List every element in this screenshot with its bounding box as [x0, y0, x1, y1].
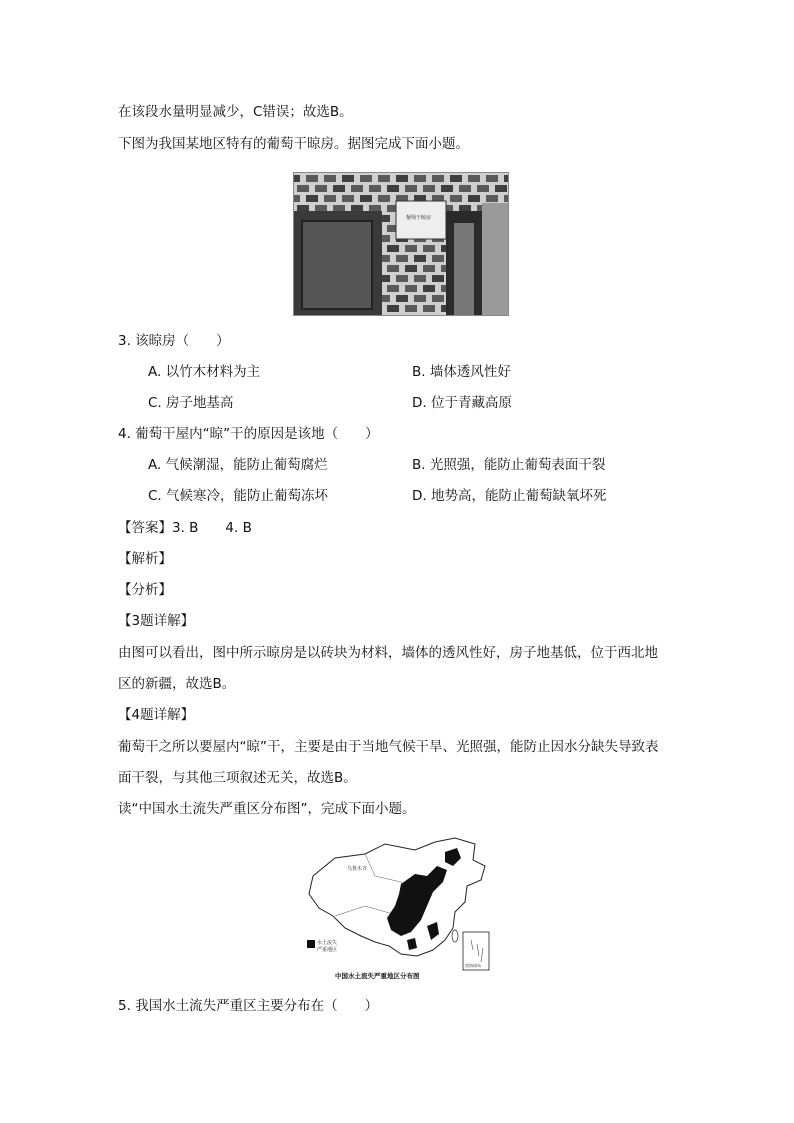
fenxi-heading: 【分析】	[118, 582, 172, 598]
detail-4-heading: 【4题详解】	[118, 707, 195, 723]
detail-4-text-1: 葡萄干之所以要屋内“晾”干，主要是由于当地气候干旱、光照强，能防止因水分缺失导致表	[118, 739, 659, 755]
analysis-heading: 【解析】	[118, 551, 172, 567]
detail-4-text-2: 面干裂，与其他三项叙述无关，故选B。	[118, 770, 357, 786]
brick	[414, 275, 426, 282]
brick	[432, 255, 444, 262]
island	[452, 930, 458, 942]
map-caption: 中国水土流失严重地区分布图	[335, 972, 420, 980]
brick	[294, 175, 300, 182]
q3-option-a[interactable]: A. 以竹木材料为主	[148, 364, 261, 380]
brick	[387, 185, 399, 192]
sign-label: 葡萄干晾房	[406, 215, 432, 221]
brick	[468, 195, 480, 202]
erosion-region	[387, 866, 447, 936]
brick	[504, 195, 508, 202]
q4-option-b[interactable]: B. 光照强，能防止葡萄表面干裂	[412, 457, 606, 473]
question-5: 5. 我国水土流失严重区主要分布在（ ）	[118, 998, 379, 1014]
question-3: 3. 该晾房（ ）	[118, 333, 230, 349]
brick	[486, 195, 498, 202]
legend-swatch	[307, 940, 315, 948]
q4-option-d[interactable]: D. 地势高，能防止葡萄缺氧坏死	[412, 488, 607, 504]
legend-text-1: 水土流失	[317, 940, 338, 946]
q3-option-c[interactable]: C. 房子地基高	[148, 395, 234, 411]
brick	[387, 245, 399, 252]
brick	[306, 195, 318, 202]
brick	[414, 175, 426, 182]
erosion-region	[427, 922, 439, 940]
read-map-instruction: 读“中国水土流失严重区分布图”，完成下面小题。	[118, 801, 416, 817]
grape-drying-house-photo	[293, 172, 509, 316]
brick	[342, 195, 354, 202]
legend-text-2: 严重地区	[317, 947, 338, 953]
brick	[324, 175, 336, 182]
brick	[432, 295, 444, 302]
brick	[396, 295, 408, 302]
inset-islands	[471, 940, 483, 962]
brick	[423, 285, 435, 292]
brick	[459, 185, 471, 192]
brick	[333, 185, 345, 192]
brick	[504, 175, 508, 182]
brick	[342, 175, 354, 182]
brick	[423, 265, 435, 272]
brick	[414, 295, 426, 302]
brick	[294, 195, 300, 202]
brick	[423, 245, 435, 252]
brick	[423, 185, 435, 192]
brick	[477, 185, 489, 192]
brick	[387, 285, 399, 292]
brick	[306, 175, 318, 182]
brick	[351, 205, 363, 212]
question-4: 4. 葡萄干屋内“晾”干的原因是该地（ ）	[118, 426, 379, 442]
inset-label: 南海诸岛	[465, 963, 481, 968]
brick	[495, 185, 507, 192]
brick	[333, 205, 345, 212]
brick	[405, 305, 417, 312]
line-1: 在该段水量明显减少，C错误；故选B。	[118, 104, 353, 120]
q3-option-d[interactable]: D. 位于青藏高原	[412, 395, 512, 411]
brick	[297, 185, 309, 192]
grape-drying-house-image	[294, 173, 508, 315]
brick	[450, 195, 462, 202]
detail-3-text-2: 区的新疆，故选B。	[118, 676, 236, 692]
detail-3-text-1: 由图可以看出，图中所示晾房是以砖块为材料，墙体的透风性好，房子地基低，位于西北地	[118, 645, 658, 661]
brick	[459, 205, 471, 212]
brick	[315, 185, 327, 192]
brick	[369, 185, 381, 192]
brick	[396, 175, 408, 182]
q4-option-a[interactable]: A. 气候潮湿，能防止葡萄腐烂	[148, 457, 328, 473]
china-map	[305, 836, 495, 982]
erosion-region	[445, 848, 461, 866]
brick	[423, 305, 435, 312]
brick	[360, 195, 372, 202]
brick	[378, 175, 390, 182]
brick	[396, 255, 408, 262]
brick	[297, 205, 309, 212]
q4-option-c[interactable]: C. 气候寒冷，能防止葡萄冻坏	[148, 488, 329, 504]
brick	[432, 175, 444, 182]
brick	[405, 245, 417, 252]
city-label: 乌鲁木齐	[347, 866, 368, 872]
brick	[405, 285, 417, 292]
brick	[378, 195, 390, 202]
brick	[351, 185, 363, 192]
brick	[432, 275, 444, 282]
brick	[360, 175, 372, 182]
brick	[414, 255, 426, 262]
brick	[468, 175, 480, 182]
brick	[441, 185, 453, 192]
brick	[405, 185, 417, 192]
brick	[369, 205, 381, 212]
brick	[315, 205, 327, 212]
answer-line: 【答案】3. B 4. B	[118, 520, 252, 536]
detail-3-heading: 【3题详解】	[118, 613, 195, 629]
brick	[387, 265, 399, 272]
brick	[387, 305, 399, 312]
q3-option-b[interactable]: B. 墙体透风性好	[412, 364, 511, 380]
erosion-region	[407, 938, 417, 950]
brick	[396, 275, 408, 282]
brick	[486, 175, 498, 182]
brick	[324, 195, 336, 202]
line-2: 下图为我国某地区特有的葡萄干晾房。据图完成下面小题。	[118, 136, 469, 152]
brick	[405, 265, 417, 272]
soil-erosion-map	[305, 836, 495, 982]
brick	[450, 175, 462, 182]
